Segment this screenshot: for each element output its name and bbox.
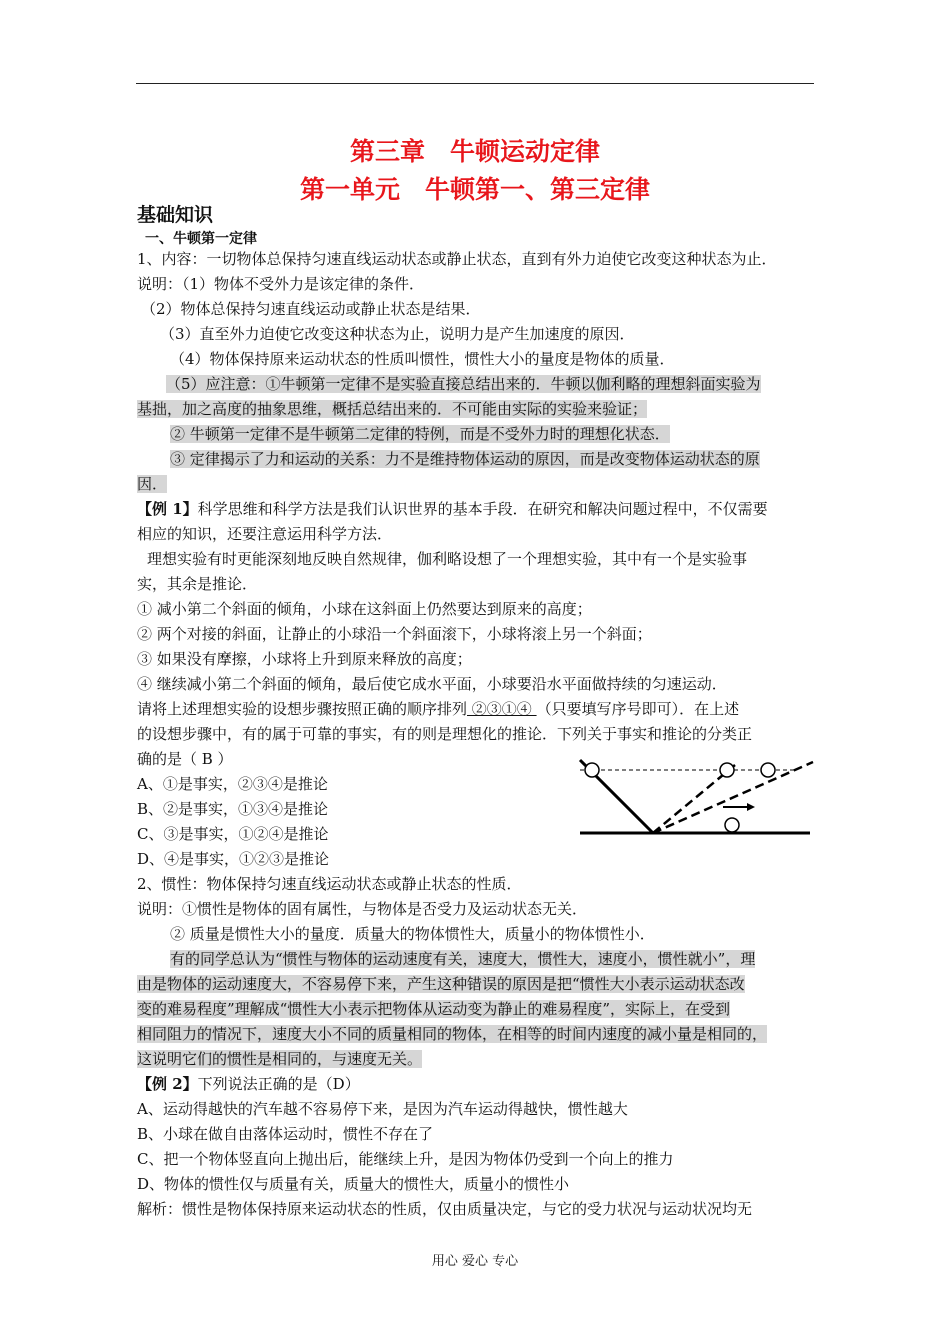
option-d: D、物体的惯性仅与质量有关，质量大的惯性大，质量小的惯性小 [137, 1175, 570, 1193]
subsection-heading: 一、牛顿第一定律 [145, 231, 257, 247]
highlight: 因． [137, 475, 168, 493]
example-tag: 【例 2】 [137, 1075, 198, 1093]
step-1: ① 减小第二个斜面的倾角，小球在这斜面上仍然要达到原来的高度； [137, 600, 592, 618]
step-2: ② 两个对接的斜面，让静止的小球沿一个斜面滚下，小球将滚上另一个斜面； [137, 625, 652, 643]
paragraph [166, 372, 761, 396]
paragraph [137, 972, 745, 996]
highlight: 相同阻力的情况下，速度大小不同的质量相同的物体，在相等的时间内速度的减小量是相同的， [137, 1025, 768, 1043]
option-b: B、②是事实，①③④是推论 [137, 800, 329, 818]
paragraph: 实，其余是推论． [137, 575, 258, 593]
example-2: 【例 2】下列说法正确的是（D） [137, 1075, 360, 1093]
paragraph: 说明：①惯性是物体的固有属性，与物体是否受力及运动状态无关． [137, 900, 588, 918]
example-1: 【例 1】科学思维和科学方法是我们认识世界的基本手段．在研究和解决问题过程中，不仅需要 [137, 500, 768, 518]
paragraph: 说明：（1）物体不受外力是该定律的条件． [137, 275, 425, 293]
answer-blank: ②③①④ [467, 700, 537, 718]
ball-steep [720, 763, 734, 777]
unit-title: 第一单元 牛顿第一、第三定律 [299, 175, 650, 204]
highlight: ② 牛顿第一定律不是牛顿第二定律的特例，而是不受外力时的理想化状态． [170, 425, 670, 443]
step-3: ③ 如果没有摩擦，小球将上升到原来释放的高度； [137, 650, 472, 668]
paragraph [170, 422, 670, 446]
question: 请将上述理想实验的设想步骤按照正确的顺序排列 ②③①④ （只要填写序号即可）．在上述 [137, 700, 740, 718]
section-heading: 基础知识 [137, 204, 214, 226]
question: 确的是（ B ） [137, 750, 233, 768]
option-c: C、把一个物体竖直向上抛出后，能继续上升，是因为物体仍受到一个向上的推力 [137, 1150, 674, 1168]
paragraph: 理想实验有时更能深刻地反映自然规律，伽利略设想了一个理想实验，其中有一个是实验事 [147, 550, 748, 568]
ball-horizontal [725, 818, 739, 832]
paragraph: ② 质量是惯性大小的量度．质量大的物体惯性大，质量小的物体惯性小． [170, 925, 655, 943]
option-b: B、小球在做自由落体运动时，惯性不存在了 [137, 1125, 434, 1143]
header-rule [136, 83, 814, 84]
example-tag: 【例 1】 [137, 500, 198, 518]
option-c: C、③是事实，①②④是推论 [137, 825, 329, 843]
inclined-plane-diagram [575, 750, 815, 840]
step-4: ④ 继续减小第二个斜面的倾角，最后使它成水平面，小球要沿水平面做持续的匀速运动． [137, 675, 727, 693]
paragraph [137, 997, 730, 1021]
paragraph [170, 947, 755, 971]
paragraph [170, 447, 760, 471]
paragraph [137, 1022, 767, 1046]
paragraph: （4）物体保持原来运动状态的性质叫惯性，惯性大小的量度是物体的质量． [170, 350, 675, 368]
highlight: 变的难易程度”理解成“惯性大小表示把物体从运动变为静止的难易程度”，实际上，在受到 [137, 1000, 731, 1018]
paragraph: （2）物体总保持匀速直线运动或静止状态是结果． [141, 300, 481, 318]
option-a: A、①是事实，②③④是推论 [137, 775, 328, 793]
option-a: A、运动得越快的汽车越不容易停下来，是因为汽车运动得越快，惯性越大 [137, 1100, 628, 1118]
analysis: 解析：惯性是物体保持原来运动状态的性质，仅由质量决定，与它的受力状况与运动状况均无 [137, 1200, 753, 1218]
ball-shallow [761, 763, 775, 777]
highlight: 这说明它们的惯性是相同的，与速度无关。 [137, 1050, 423, 1068]
chapter-title: 第三章 牛顿运动定律 [349, 137, 600, 166]
option-d: D、④是事实，①②③是推论 [137, 850, 330, 868]
question: 的设想步骤中，有的属于可靠的事实，有的则是理想化的推论．下列关于事实和推论的分类正 [137, 725, 753, 743]
highlight: ③ 定律揭示了力和运动的关系：力不是维持物体运动的原因，而是改变物体运动状态的原 [170, 450, 760, 468]
highlight: 基拙，加之高度的抽象思维，概括总结出来的．不可能由实际的实验来验证； [137, 400, 648, 418]
paragraph: 1、内容：一切物体总保持匀速直线运动状态或静止状态，直到有外力迫使它改变这种状态为止． [137, 250, 777, 268]
highlight: （5）应注意：①牛顿第一定律不是实验直接总结出来的．牛顿以伽利略的理想斜面实验为 [166, 375, 761, 393]
paragraph: 相应的知识，还要注意运用科学方法． [137, 525, 393, 543]
paragraph [137, 472, 167, 496]
page-footer: 用心 爱心 专心 [431, 1254, 519, 1269]
paragraph: 2、惯性：物体保持匀速直线运动状态或静止状态的性质． [137, 875, 522, 893]
paragraph [137, 1047, 422, 1071]
highlight: 由是物体的运动速度大，不容易停下来，产生这种错误的原因是把“惯性大小表示运动状态改 [137, 975, 745, 993]
arrow-icon [747, 803, 755, 811]
ball-start [585, 763, 599, 777]
highlight: 有的同学总认为“惯性与物体的运动速度有关，速度大，惯性大，速度小，惯性就小”，理 [170, 950, 756, 968]
paragraph [137, 397, 647, 421]
paragraph: （3）直至外力迫使它改变这种状态为止，说明力是产生加速度的原因． [160, 325, 635, 343]
